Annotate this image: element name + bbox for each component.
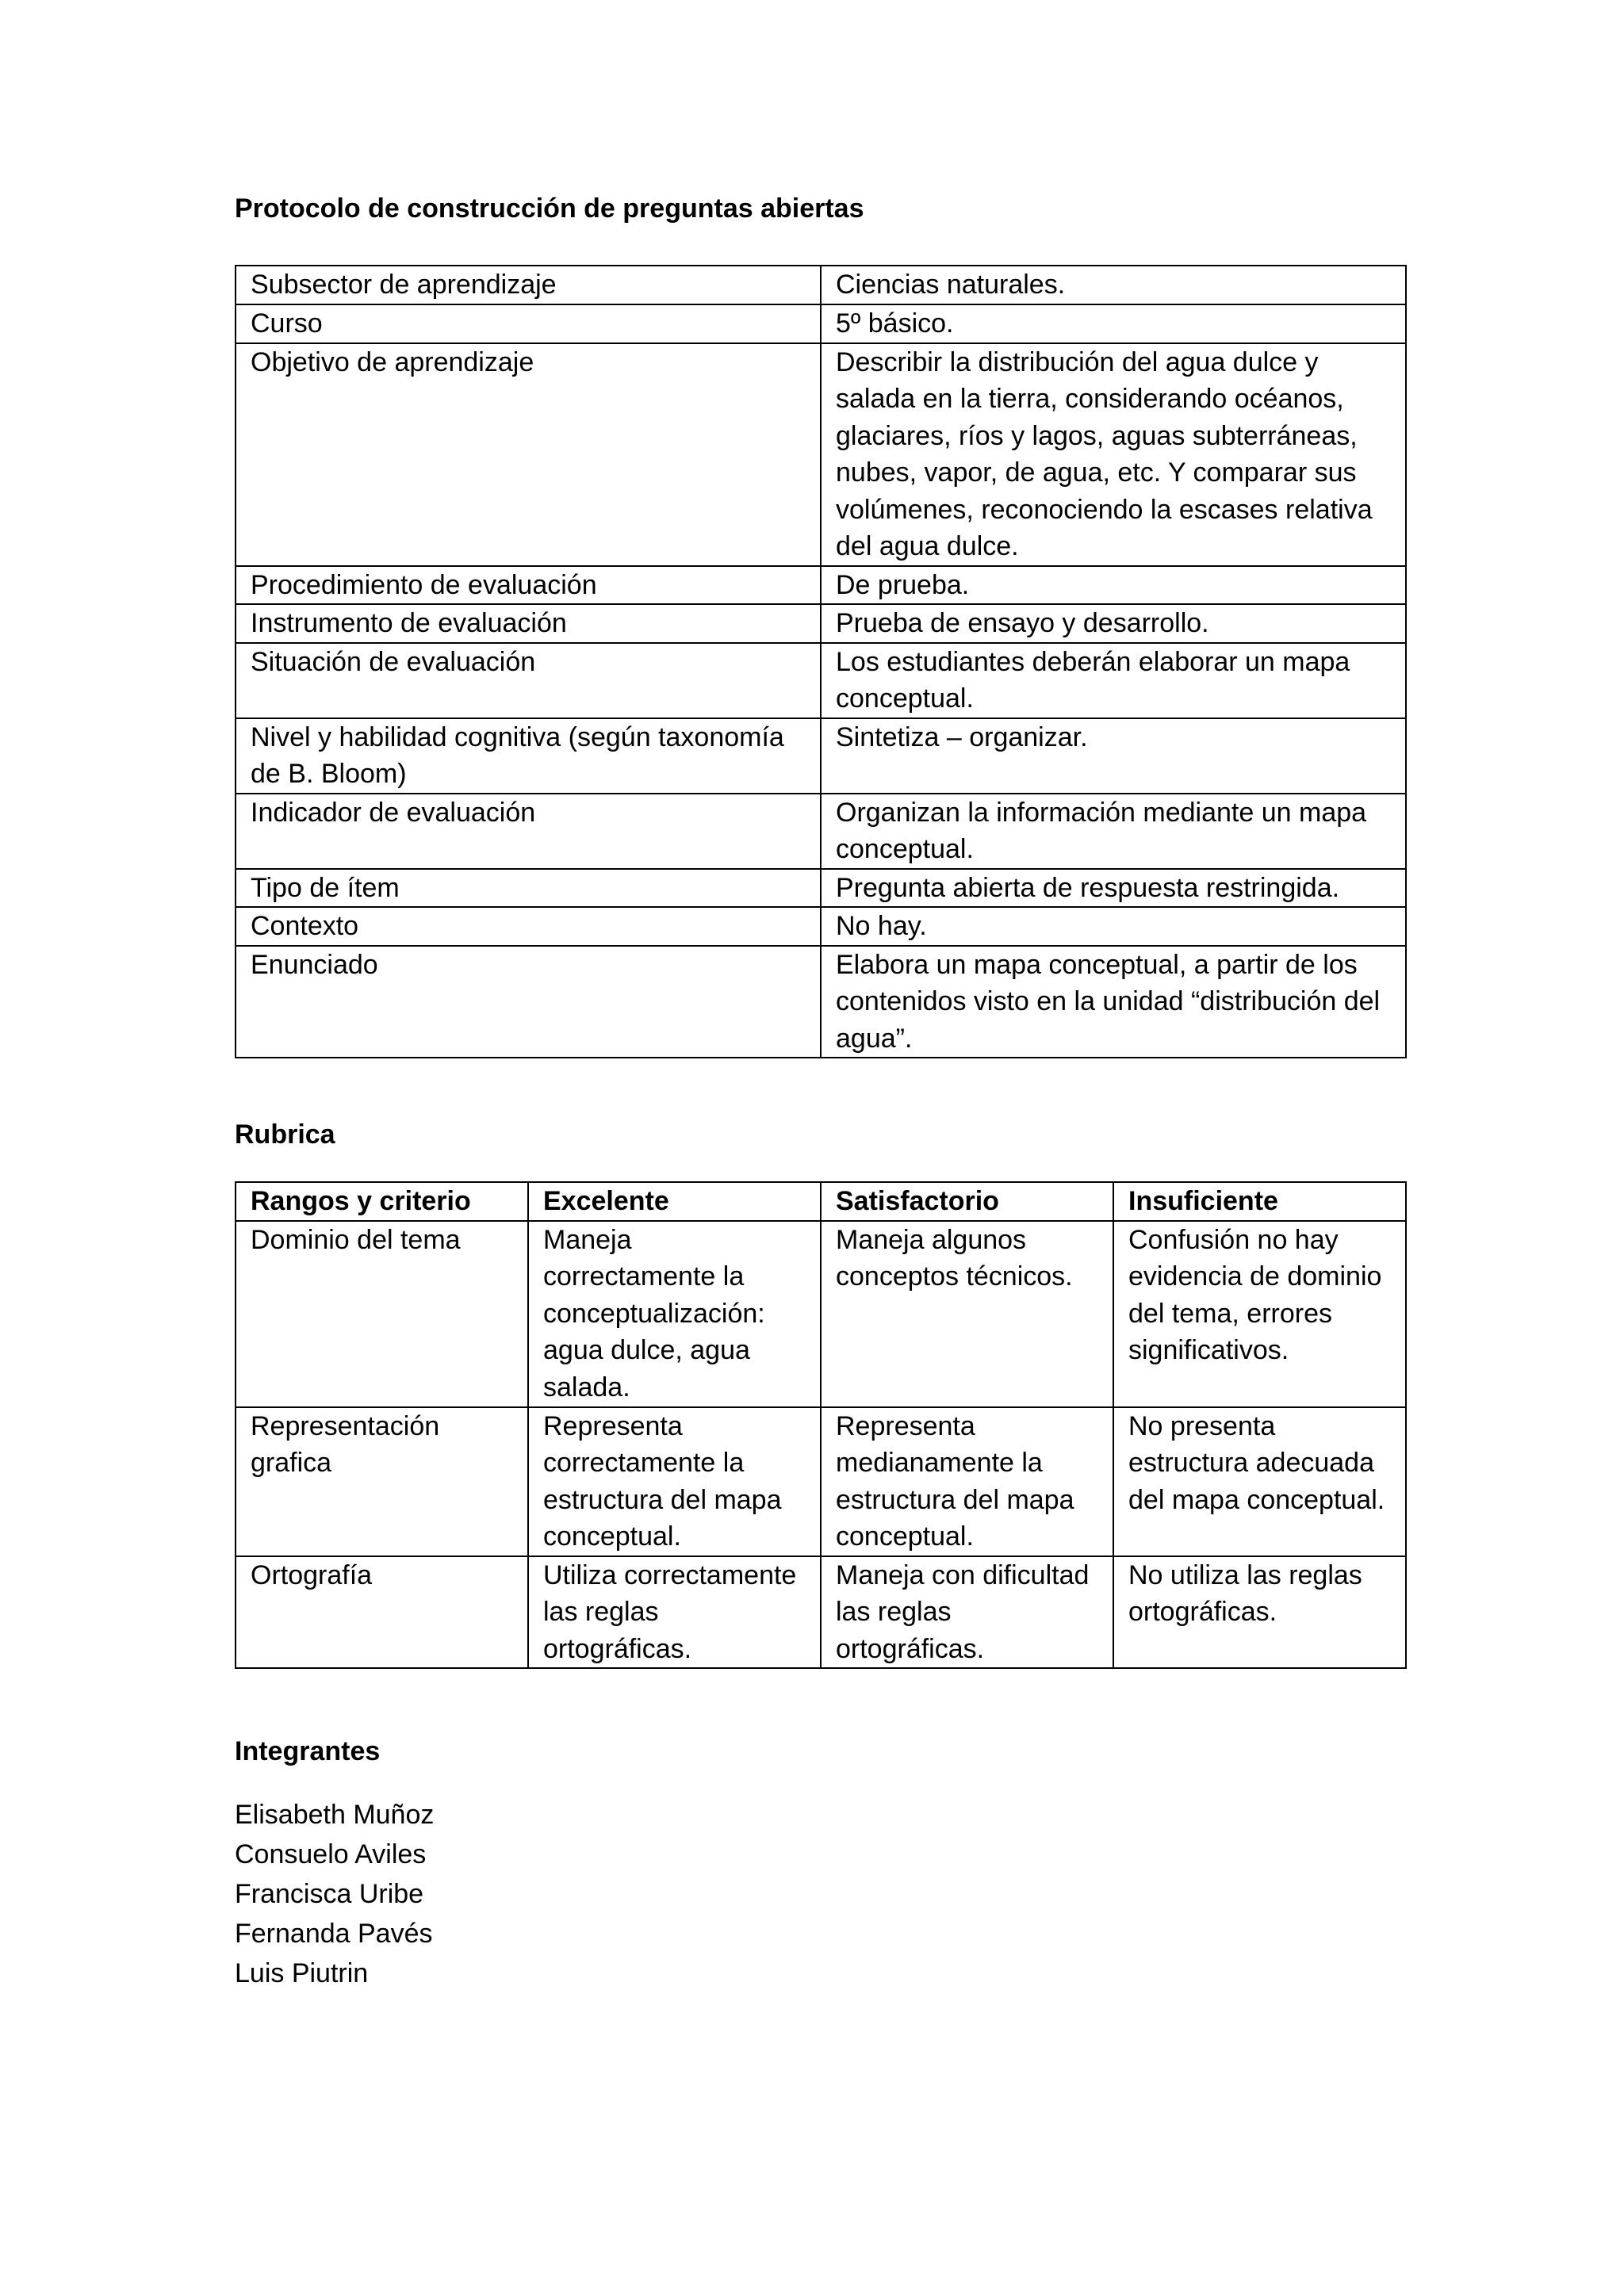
satisfactory-cell: Representa medianamente la estructura del mapa conceptual.	[821, 1407, 1113, 1556]
table-row	[236, 1221, 1406, 1407]
row-value: Los estudiantes deberán elaborar un mapa conceptual.	[821, 643, 1406, 718]
row-value: De prueba.	[821, 566, 1406, 605]
row-label: Curso	[236, 304, 821, 343]
rubric-table	[235, 1181, 1407, 1669]
insufficient-cell: No utiliza las reglas ortográficas.	[1113, 1556, 1406, 1669]
protocol-title: Protocolo de construcción de preguntas abiertas	[235, 193, 864, 224]
rubric-header-row	[236, 1182, 1406, 1221]
satisfactory-cell: Maneja con dificultad las reglas ortográficas.	[821, 1556, 1113, 1669]
header-insufficient: Insuficiente	[1113, 1182, 1406, 1221]
insufficient-cell: No presenta estructura adecuada del mapa conceptual.	[1113, 1407, 1406, 1556]
table-row	[236, 343, 1406, 566]
protocol-table	[235, 265, 1407, 1058]
table-row	[236, 1556, 1406, 1669]
table-row	[236, 1407, 1406, 1556]
row-value: Describir la distribución del agua dulce y salada en la tierra, considerando océanos, glaciares, ríos y lagos, aguas subterráneas, nubes, vapor, de agua, etc. Y comparar sus volúmenes, reconociendo la escases relativa del agua dulce.	[821, 343, 1406, 566]
row-label: Tipo de ítem	[236, 869, 821, 908]
table-row	[236, 869, 1406, 908]
list-item: Francisca Uribe	[235, 1879, 424, 1909]
list-item: Consuelo Aviles	[235, 1839, 427, 1869]
row-label: Instrumento de evaluación	[236, 604, 821, 643]
excellent-cell: Maneja correctamente la conceptualización: agua dulce, agua salada.	[528, 1221, 821, 1407]
row-label: Nivel y habilidad cognitiva (según taxonomía de B. Bloom)	[236, 718, 821, 794]
table-row	[236, 718, 1406, 794]
row-label: Contexto	[236, 907, 821, 946]
row-value: Pregunta abierta de respuesta restringida.	[821, 869, 1406, 908]
excellent-cell: Utiliza correctamente las reglas ortográficas.	[528, 1556, 821, 1669]
row-value: No hay.	[821, 907, 1406, 946]
excellent-cell: Representa correctamente la estructura del mapa conceptual.	[528, 1407, 821, 1556]
members-title: Integrantes	[235, 1736, 381, 1766]
row-label: Situación de evaluación	[236, 643, 821, 718]
members-list	[235, 1795, 434, 1993]
table-row	[236, 907, 1406, 946]
table-row	[236, 794, 1406, 869]
list-item: Luis Piutrin	[235, 1958, 369, 1988]
row-value: Elabora un mapa conceptual, a partir de los contenidos visto en la unidad “distribución del agua”.	[821, 946, 1406, 1058]
row-label: Enunciado	[236, 946, 821, 1058]
table-row	[236, 604, 1406, 643]
row-value: Sintetiza – organizar.	[821, 718, 1406, 794]
table-row	[236, 643, 1406, 718]
table-row	[236, 946, 1406, 1058]
row-label: Indicador de evaluación	[236, 794, 821, 869]
row-label: Procedimiento de evaluación	[236, 566, 821, 605]
table-row	[236, 266, 1406, 304]
row-value: Ciencias naturales.	[821, 266, 1406, 304]
criterion-cell: Representación grafica	[236, 1407, 528, 1556]
header-criteria: Rangos y criterio	[236, 1182, 528, 1221]
header-satisfactory: Satisfactorio	[821, 1182, 1113, 1221]
row-label: Subsector de aprendizaje	[236, 266, 821, 304]
row-value: 5º básico.	[821, 304, 1406, 343]
rubric-title: Rubrica	[235, 1119, 335, 1150]
table-row	[236, 304, 1406, 343]
list-item: Elisabeth Muñoz	[235, 1800, 435, 1830]
insufficient-cell: Confusión no hay evidencia de dominio del tema, errores significativos.	[1113, 1221, 1406, 1407]
row-value: Prueba de ensayo y desarrollo.	[821, 604, 1406, 643]
list-item: Fernanda Pavés	[235, 1919, 433, 1949]
criterion-cell: Dominio del tema	[236, 1221, 528, 1407]
satisfactory-cell: Maneja algunos conceptos técnicos.	[821, 1221, 1113, 1407]
table-row	[236, 566, 1406, 605]
row-label: Objetivo de aprendizaje	[236, 343, 821, 566]
header-excellent: Excelente	[528, 1182, 821, 1221]
criterion-cell: Ortografía	[236, 1556, 528, 1669]
row-value: Organizan la información mediante un mapa conceptual.	[821, 794, 1406, 869]
